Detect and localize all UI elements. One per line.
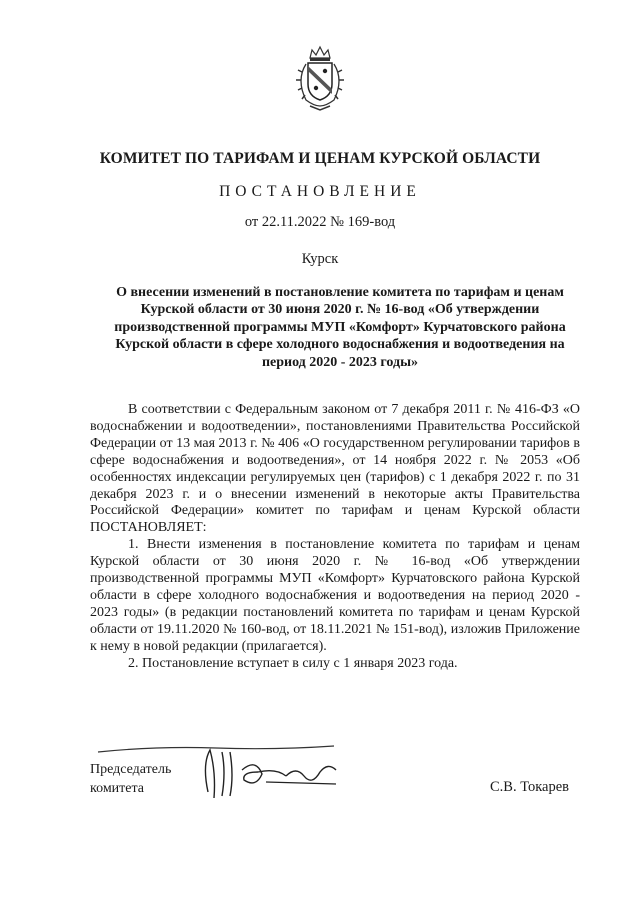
document-body [90,402,580,673]
document-type: ПОСТАНОВЛЕНИЕ [219,183,421,200]
document-subject: О внесении изменений в постановление комитета по тарифам и ценам Курской области от 30 июня 2020 г. № 16-вод «Об утверждении производственной программы МУП «Комфорт» Курчатовского района Курской области в сфере холодного водоснабжения и водоотведения на период 2020 - 2023 годы» [114,285,566,370]
document-date-number: от 22.11.2022 № 169-вод [244,214,396,230]
document-city: Курск [301,251,339,267]
signatory-title [90,760,171,798]
preamble-paragraph: В соответствии с Федеральным законом от 7 декабря 2011 г. № 416-ФЗ «О водоснабжении и водоотведении», постановлениями Правительства Российской Федерации от 13 мая 2013 г. № 406 «О государственном регулировании тарифов в сфере водоснабжения и водоотведения», от 14 ноября 2022 г. № 2053 «Об особенностях индексации регулируемых цен (тарифов) с 1 декабря 2022 г. по 31 декабря 2023 г. и о внесении изменений в некоторые акты Правительства Российской Федерации» комитет по тарифам и ценам Курской области ПОСТАНОВЛЯЕТ: [90,402,580,536]
signatory-title-line1: Председатель [90,762,172,777]
item-1-paragraph: 1. Внести изменения в постановление комитета по тарифам и ценам Курской области от 30 июня 2020 г. № 16-вод «Об утверждении производственной программы МУП «Комфорт» Курчатовского района Курской области в сфере холодного водоснабжения и водоотведения на период 2020 - 2023 годы» (в редакции постановлений комитета по тарифам и ценам Курской области от 19.11.2020 № 160-вод, от 18.11.2021 № 151-вод), изложив Приложение к нему в новой редакции (прилагается). [90,537,580,654]
committee-title: КОМИТЕТ ПО ТАРИФАМ И ЦЕНАМ КУРСКОЙ ОБЛАСТИ [99,150,541,167]
kursk-coat-of-arms-icon [292,44,348,112]
signatory-title-line2: комитета [90,781,145,796]
item-2-paragraph: 2. Постановление вступает в силу с 1 января 2023 года. [128,655,458,671]
signatory-name: С.В. Токарев [490,779,570,795]
handwritten-signature-icon [196,742,346,806]
